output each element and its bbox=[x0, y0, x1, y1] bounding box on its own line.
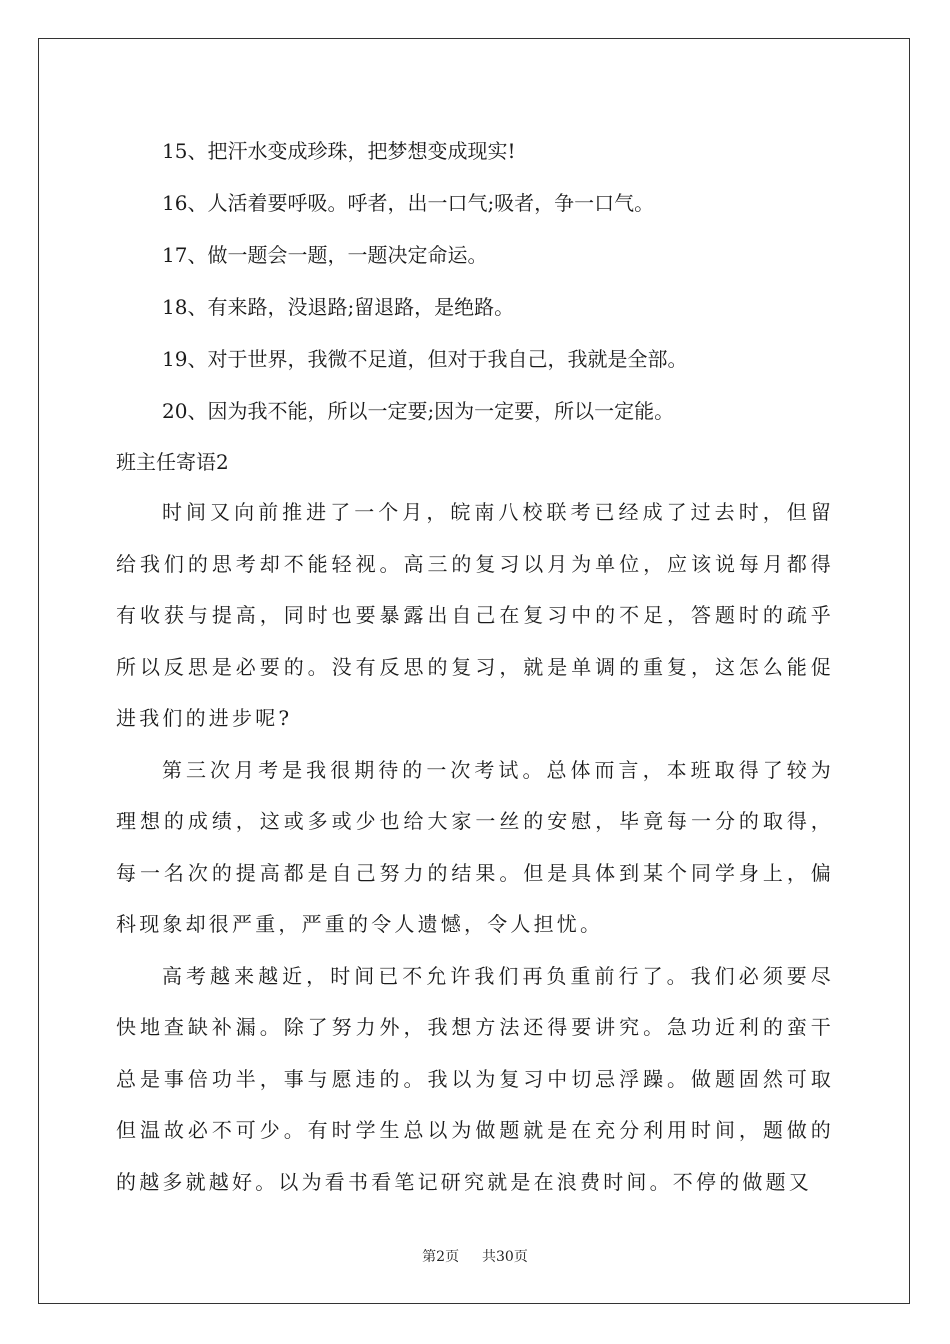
page-total: 共30页 bbox=[482, 1249, 528, 1265]
paragraph: 第三次月考是我很期待的一次考试。总体而言，本班取得了较为理想的成绩，这或多或少也给大家一丝的安慰，毕竟每一分的取得，每一名次的提高都是自己努力的结果。但是具体到某个同学身上，偏科现象却很严重，严重的令人遗憾，令人担忧。 bbox=[116, 757, 834, 936]
page-footer bbox=[0, 1246, 950, 1266]
paragraph: 高考越来越近，时间已不允许我们再负重前行了。我们必须要尽快地查缺补漏。除了努力外，我想方法还得要讲究。急功近利的蛮干总是事倍功半，事与愿违的。我以为复习中切忌浮躁。做题固然可取但温故必不可少。有时学生总以为做题就是在充分利用时间，题做的的越多就越好。以为看书看笔记研究就是在浪费时间。不停的做题又 bbox=[116, 963, 834, 1194]
list-item: 16、人活着要呼吸。呼者，出一口气;吸者，争一口气。 bbox=[162, 191, 655, 215]
list-item: 15、把汗水变成珍珠，把梦想变成现实! bbox=[162, 139, 516, 163]
document-body bbox=[116, 125, 834, 1208]
list-item: 18、有来路，没退路;留退路，是绝路。 bbox=[162, 295, 515, 319]
page-number: 第2页 bbox=[422, 1249, 460, 1265]
list-item: 19、对于世界，我微不足道，但对于我自己，我就是全部。 bbox=[162, 347, 688, 371]
section-heading: 班主任寄语2 bbox=[116, 450, 229, 474]
list-item: 20、因为我不能，所以一定要;因为一定要，所以一定能。 bbox=[162, 399, 675, 423]
paragraph: 时间又向前推进了一个月，皖南八校联考已经成了过去时，但留给我们的思考却不能轻视。高三的复习以月为单位，应该说每月都得有收获与提高，同时也要暴露出自己在复习中的不足，答题时的疏乎所以反思是必要的。没有反思的复习，就是单调的重复，这怎么能促进我们的进步呢? bbox=[116, 500, 834, 730]
list-item: 17、做一题会一题，一题决定命运。 bbox=[162, 243, 488, 267]
